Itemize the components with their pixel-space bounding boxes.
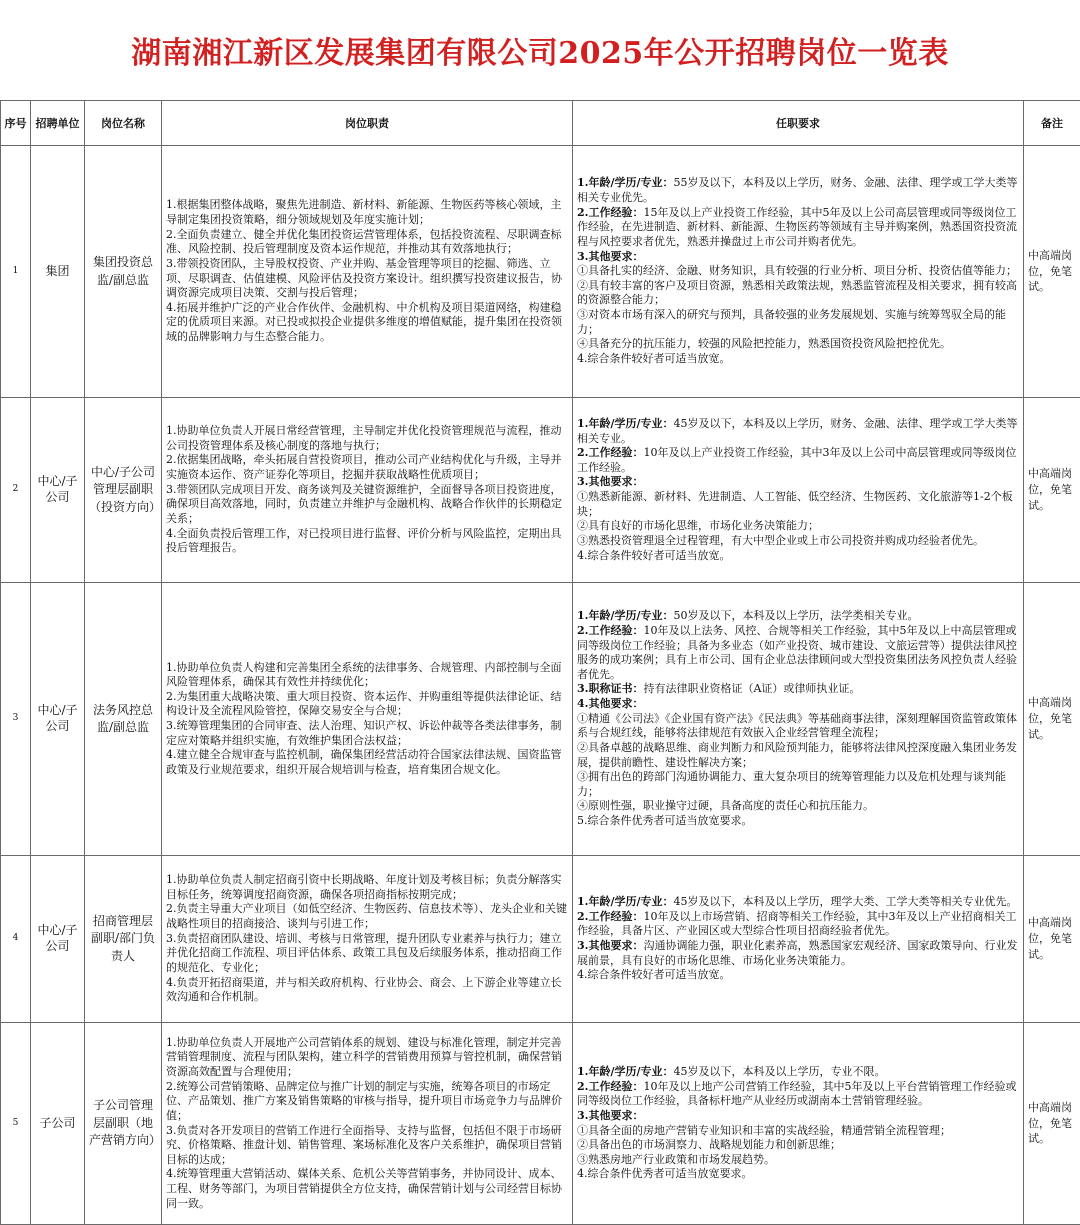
row-requirements — [573, 146, 1024, 398]
requirement-item — [577, 609, 1019, 624]
requirement-item — [577, 895, 1019, 910]
row-position-name: 法务风控总监/副总监 — [85, 583, 162, 856]
duty-item: 3.负责对各开发项目的营销工作进行全面指导、支持与监督，包括但不限于市场研究、价格策略、推盘计划、销售管理、案场标准化及客户关系维护，确保项目营销目标的达成； — [166, 1124, 568, 1168]
row-unit: 集团 — [31, 146, 85, 398]
requirement-item — [577, 1065, 1019, 1080]
requirement-heading: 1.年龄/学历/专业： — [577, 895, 674, 908]
header-name: 岗位名称 — [85, 101, 162, 146]
duty-item: 3.统筹管理集团的合同审查、法人治理、知识产权、诉讼仲裁等各类法律事务，制定应对策略并组织实施，有效维护集团合法权益； — [166, 719, 568, 748]
header-seq: 序号 — [1, 101, 31, 146]
table-row — [1, 398, 1080, 583]
row-note: 中高端岗位，免笔试。 — [1024, 1023, 1080, 1225]
requirement-heading: 2.工作经验： — [577, 1080, 643, 1093]
page-title: 湖南湘江新区发展集团有限公司2025年公开招聘岗位一览表 — [0, 0, 1080, 100]
requirement-subitem: ①具备全面的房地产营销专业知识和丰富的实战经验，精通营销全流程管理； — [577, 1124, 1019, 1139]
table-body — [1, 146, 1080, 1225]
row-unit: 中心/子公司 — [31, 398, 85, 583]
row-requirements — [573, 398, 1024, 583]
requirement-item — [577, 1109, 1019, 1124]
header-unit: 招聘单位 — [31, 101, 85, 146]
requirement-text: 15年及以上产业投资工作经验，其中5年及以上公司高层管理或同等级岗位工作经验，在先进制造、新材料、新能源、生物医药等领域有主导并购案例，熟悉国资投资流程与风控要求者优先，熟悉并操盘过上市公司并购者优先。 — [577, 206, 1017, 248]
duty-item: 2.负责主导重大产业项目（如低空经济、生物医药、信息技术等）、龙头企业和关键战略性项目的招商接洽、谈判与引进工作； — [166, 902, 568, 931]
duty-item: 3.负责招商团队建设、培训、考核与日常管理，提升团队专业素养与执行力；建立并优化招商工作流程、项目评估体系、政策工具包及后续服务体系，推动招商工作的规范化、专业化； — [166, 932, 568, 976]
duty-item: 4.拓展并维护广泛的产业合作伙伴、金融机构、中介机构及项目渠道网络，构建稳定的优质项目来源。对已投或拟投企业提供多维度的增值赋能，提升集团在投资领域的品牌影响力与生态整合能力。 — [166, 301, 568, 345]
row-note: 中高端岗位，免笔试。 — [1024, 146, 1080, 398]
requirement-subitem: 4.综合条件较好者可适当放宽。 — [577, 352, 1019, 367]
table-row — [1, 146, 1080, 398]
requirement-heading: 2.工作经验： — [577, 206, 643, 219]
requirement-text: 10年及以上地产公司营销工作经验，其中5年及以上平台营销管理工作经验或同等级岗位工作经验，具备标杆地产从业经历或湖南本土营销管理经验。 — [577, 1080, 1016, 1108]
requirement-text: 50岁及以下，本科及以上学历，法学类相关专业。 — [674, 609, 919, 622]
row-duties — [162, 856, 573, 1023]
requirement-subitem: ②具备出色的市场洞察力、战略规划能力和创新思维； — [577, 1138, 1019, 1153]
row-duties — [162, 398, 573, 583]
header-requirements: 任职要求 — [573, 101, 1024, 146]
requirement-text: 10年及以上产业投资工作经验，其中3年及以上公司中高层管理或同等级岗位工作经验。 — [577, 446, 1016, 474]
requirement-item — [577, 176, 1019, 205]
row-seq: 2 — [1, 398, 31, 583]
duty-item: 2.全面负责建立、健全并优化集团投资运营管理体系，包括投资流程、尽职调查标准、风险控制、投后管理制度及资本运作规范，并推动其有效落地执行； — [166, 228, 568, 257]
row-position-name: 招商管理层副职/部门负责人 — [85, 856, 162, 1023]
requirement-subitem: 5.综合条件优秀者可适当放宽要求。 — [577, 814, 1019, 829]
positions-table — [0, 100, 1080, 1225]
table-row — [1, 583, 1080, 856]
requirement-heading: 3.其他要求： — [577, 250, 643, 263]
requirement-text: 45岁及以下，本科及以上学历，财务、金融、法律、理学或工学大类等相关专业。 — [577, 417, 1018, 445]
table-header-row — [1, 101, 1080, 146]
requirement-item — [577, 446, 1019, 475]
requirement-heading: 3.其他要求： — [577, 939, 643, 952]
duty-item: 1.协助单位负责人构建和完善集团全系统的法律事务、合规管理、内部控制与全面风险管理体系，确保其有效性并持续优化； — [166, 661, 568, 690]
duty-item: 1.协助单位负责人开展日常经营管理，主导制定并优化投资管理规范与流程，推动公司投资管理体系及核心制度的落地与执行； — [166, 424, 568, 453]
requirement-item — [577, 475, 1019, 490]
requirement-heading: 4.其他要求： — [577, 697, 643, 710]
requirement-item — [577, 697, 1019, 712]
requirement-heading: 1.年龄/学历/专业： — [577, 176, 674, 189]
requirement-heading: 3.其他要求： — [577, 1109, 643, 1122]
requirement-text: 45岁及以下，本科及以上学历，专业不限。 — [674, 1065, 886, 1078]
requirement-subitem: 4.综合条件较好者可适当放宽。 — [577, 968, 1019, 983]
duty-item: 4.统筹管理重大营销活动、媒体关系、危机公关等营销事务，并协同设计、成本、工程、财务等部门，为项目营销提供全方位支持，确保营销计划与公司经营目标协同一致。 — [166, 1167, 568, 1211]
requirement-item — [577, 417, 1019, 446]
requirement-text: 10年及以上市场营销、招商等相关工作经验，其中3年及以上产业招商相关工作经验，具备片区、产业园区或大型综合性项目招商经验者优先。 — [577, 910, 1016, 938]
row-duties — [162, 146, 573, 398]
requirement-item — [577, 1080, 1019, 1109]
requirement-text: 55岁及以下，本科及以上学历，财务、金融、法律、理学或工学大类等相关专业优先。 — [577, 176, 1018, 204]
header-note: 备注 — [1024, 101, 1080, 146]
row-position-name: 中心/子公司管理层副职（投资方向） — [85, 398, 162, 583]
requirement-subitem: ①精通《公司法》《企业国有资产法》《民法典》等基础商事法律，深刻理解国资监管政策体系与合规红线，能够将法律规范有效嵌入企业经营管理全流程； — [577, 712, 1019, 741]
duty-item: 2.统筹公司营销策略、品牌定位与推广计划的制定与实施，统筹各项目的市场定位、产品策划、推广方案及销售策略的审核与指导，提升项目市场竞争力与品牌价值； — [166, 1080, 568, 1124]
requirement-subitem: ③熟悉投资管理退全过程管理，有大中型企业或上市公司投资并购成功经验者优先。 — [577, 534, 1019, 549]
row-seq: 4 — [1, 856, 31, 1023]
row-seq: 5 — [1, 1023, 31, 1225]
requirement-subitem: ①熟悉新能源、新材料、先进制造、人工智能、低空经济、生物医药、文化旅游等1-2个板块； — [577, 490, 1019, 519]
row-duties — [162, 1023, 573, 1225]
header-duties: 岗位职责 — [162, 101, 573, 146]
row-position-name: 子公司管理层副职（地产营销方向） — [85, 1023, 162, 1225]
table-row — [1, 1023, 1080, 1225]
duty-item: 3.带领团队完成项目开发、商务谈判及关键资源维护，全面督导各项目投资进度，确保项目高效落地，同时，负责建立并维护与金融机构、战略合作伙伴的长期稳定关系； — [166, 483, 568, 527]
row-note: 中高端岗位，免笔试。 — [1024, 583, 1080, 856]
requirement-text: 持有法律职业资格证（A证）或律师执业证。 — [643, 682, 860, 695]
requirement-subitem: ③熟悉房地产行业政策和市场发展趋势。 — [577, 1153, 1019, 1168]
row-unit: 子公司 — [31, 1023, 85, 1225]
requirement-subitem: ②具备卓越的战略思维、商业判断力和风险预判能力，能够将法律风控深度融入集团业务发展，提供前瞻性、建设性解决方案； — [577, 741, 1019, 770]
requirement-heading: 2.工作经验： — [577, 910, 643, 923]
row-note: 中高端岗位，免笔试。 — [1024, 856, 1080, 1023]
row-requirements — [573, 856, 1024, 1023]
requirement-item — [577, 624, 1019, 683]
requirement-subitem: ②具有良好的市场化思维，市场化业务决策能力； — [577, 519, 1019, 534]
requirement-subitem: ①具备扎实的经济、金融、财务知识，具有较强的行业分析、项目分析、投资估值等能力； — [577, 264, 1019, 279]
row-seq: 3 — [1, 583, 31, 856]
duty-item: 2.为集团重大战略决策、重大项目投资、资本运作、并购重组等提供法律论证、结构设计及全流程风险管控，保障交易安全与合规； — [166, 690, 568, 719]
table-row — [1, 856, 1080, 1023]
requirement-subitem: ③拥有出色的跨部门沟通协调能力、重大复杂项目的统筹管理能力以及危机处理与谈判能力； — [577, 770, 1019, 799]
requirement-item — [577, 682, 1019, 697]
requirement-text: 沟通协调能力强，职业化素养高，熟悉国家宏观经济、国家政策导向、行业发展前景，具有良好的市场化思维、市场化业务决策能力。 — [577, 939, 1017, 967]
requirement-item — [577, 206, 1019, 250]
requirement-heading: 3.职称证书： — [577, 682, 643, 695]
requirement-subitem: 4.综合条件较好者可适当放宽。 — [577, 549, 1019, 564]
row-requirements — [573, 583, 1024, 856]
row-requirements — [573, 1023, 1024, 1225]
requirement-subitem: ④具备充分的抗压能力，较强的风险把控能力，熟悉国资投资风险把控优先。 — [577, 337, 1019, 352]
row-unit: 中心/子公司 — [31, 583, 85, 856]
row-note: 中高端岗位，免笔试。 — [1024, 398, 1080, 583]
duty-item: 4.负责开拓招商渠道，并与相关政府机构、行业协会、商会、上下游企业等建立长效沟通和合作机制。 — [166, 976, 568, 1005]
row-unit: 中心/子公司 — [31, 856, 85, 1023]
requirement-heading: 3.其他要求： — [577, 475, 643, 488]
requirement-heading: 1.年龄/学历/专业： — [577, 1065, 674, 1078]
requirement-heading: 2.工作经验： — [577, 624, 643, 637]
row-duties — [162, 583, 573, 856]
duty-item: 2.依据集团战略，牵头拓展自营投资项目，推动公司产业结构优化与升级，主导并实施资本运作、资产证券化等项目，挖掘并获取战略性优质项目； — [166, 453, 568, 482]
duty-item: 4.建立健全合规审查与监控机制，确保集团经营活动符合国家法律法规、国资监管政策及行业规范要求，组织开展合规培训与检查，培育集团合规文化。 — [166, 748, 568, 777]
duty-item: 1.协助单位负责人开展地产公司营销体系的规划、建设与标准化管理，制定并完善营销管理制度、流程与团队架构，建立科学的营销费用预算与管控机制，确保营销资源高效配置与合理使用； — [166, 1036, 568, 1080]
requirement-heading: 2.工作经验： — [577, 446, 643, 459]
requirement-item — [577, 939, 1019, 968]
requirement-heading: 1.年龄/学历/专业： — [577, 609, 674, 622]
duty-item: 1.根据集团整体战略，聚焦先进制造、新材料、新能源、生物医药等核心领域，主导制定集团投资策略，细分领域规划及年度实施计划； — [166, 198, 568, 227]
requirement-subitem: ②具有较丰富的客户及项目资源，熟悉相关政策法规，熟悉监管流程及相关要求，拥有较高的资源整合能力； — [577, 279, 1019, 308]
requirement-text: 45岁及以下，本科及以上学历，理学大类、工学大类等相关专业优先。 — [674, 895, 1018, 908]
duty-item: 1.协助单位负责人制定招商引资中长期战略、年度计划及考核目标；负责分解落实目标任务，统筹调度招商资源，确保各项招商指标按期完成； — [166, 873, 568, 902]
requirement-subitem: ④原则性强，职业操守过硬，具备高度的责任心和抗压能力。 — [577, 799, 1019, 814]
requirement-item — [577, 910, 1019, 939]
requirement-subitem: ③对资本市场有深入的研究与预判，具备较强的业务发展规划、实施与统筹驾驭全局的能力； — [577, 308, 1019, 337]
duty-item: 4.全面负责投后管理工作，对已投项目进行监督、评价分析与风险监控，定期出具投后管理报告。 — [166, 527, 568, 556]
requirement-heading: 1.年龄/学历/专业： — [577, 417, 674, 430]
row-seq: 1 — [1, 146, 31, 398]
row-position-name: 集团投资总监/副总监 — [85, 146, 162, 398]
requirement-item — [577, 250, 1019, 265]
requirement-subitem: 4.综合条件优秀者可适当放宽要求。 — [577, 1167, 1019, 1182]
duty-item: 3.带领投资团队，主导股权投资、产业并购、基金管理等项目的挖掘、筛选、立项、尽职调查、估值建模、风险评估及投资方案设计。组织撰写投资建议报告，协调资源完成项目决策、交割与投后管理； — [166, 257, 568, 301]
requirement-text: 10年及以上法务、风控、合规等相关工作经验，其中5年及以上中高层管理或同等级岗位工作经验；具备为多业态（如产业投资、城市建设、文旅运营等）提供法律风控服务的成功案例；具有上市公司、国有企业总法律顾问或大型投资集团法务风控负责人经验者优先。 — [577, 624, 1017, 681]
